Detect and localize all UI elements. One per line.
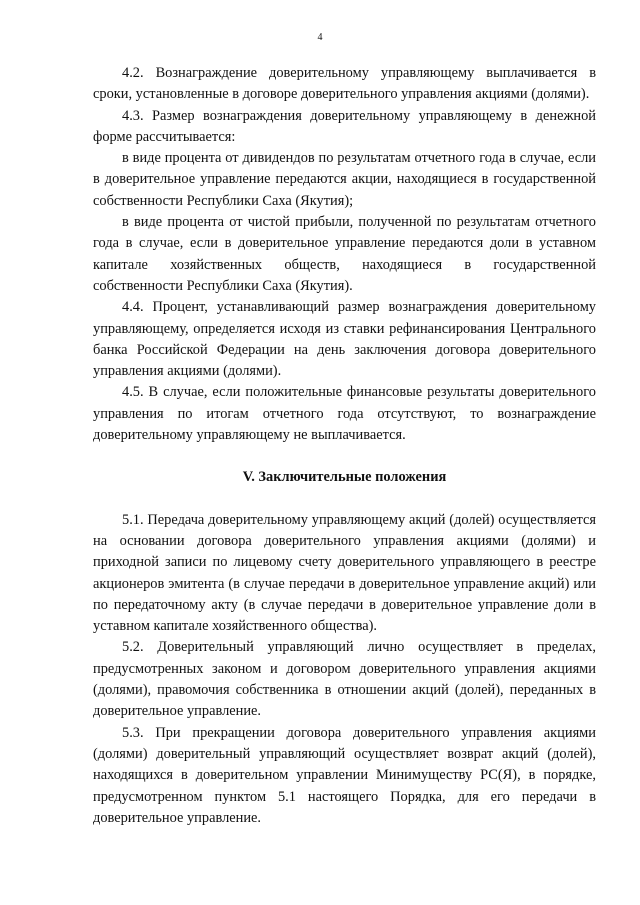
paragraph-4-3-dividends: в виде процента от дивидендов по результатам отчетного года в случае, если в доверительное управление передаются акции, находящиеся в государственной собственности Республики Саха (Якутия); (93, 150, 596, 209)
section-heading: V. Заключительные положения (242, 469, 447, 486)
paragraph-4-5: 4.5. В случае, если положительные финансовые результаты доверительного управления по итогам отчетного года отсутствуют, то вознаграждение доверительному управляющему не выплачивается. (93, 384, 596, 444)
page-number: 4 (317, 32, 323, 43)
paragraph-4-4: 4.4. Процент, устанавливающий размер вознаграждения доверительному управляющему, определяется исходя из ставки рефинансирования Центрального банка Российской Федерации на день заключения договора доверительного управления акциями (долями). (93, 299, 596, 380)
paragraph-4-3: 4.3. Размер вознаграждения доверительному управляющему в денежной форме рассчитывается: (93, 107, 596, 145)
paragraph-5-3: 5.3. При прекращении договора доверительного управления акциями (долями) доверительный управляющий осуществляет возврат акций (долей), находящихся в доверительном управлении Минимуществу РС(Я), в порядке, предусмотренном пунктом 5.1 настоящего Порядка, для его передачи в доверительное управление. (93, 724, 596, 826)
paragraph-5-2: 5.2. Доверительный управляющий лично осуществляет в пределах, предусмотренных законом и договором доверительного управления акциями (долями), правомочия собственника в отношении акций (долей), переданных в доверительное управление. (93, 639, 596, 720)
paragraph-5-1: 5.1. Передача доверительному управляющему акций (долей) осуществляется на основании договора доверительного управления акциями (долями) и приходной записи по лицевому счету доверительного управляющего в реестре акционеров эмитента (в случае передачи в доверительное управление акций) или по передаточному акту (в случае передачи в доверительное управление доли в уставном капитале хозяйственного общества). (93, 511, 596, 635)
document-body (93, 63, 596, 829)
paragraph-4-2: 4.2. Вознаграждение доверительному управляющему выплачивается в сроки, установленные в договоре доверительного управления акциями (долями). (93, 65, 596, 103)
paragraph-4-3-profit: в виде процента от чистой прибыли, полученной по результатам отчетного года в случае, если в доверительное управление передаются доли в уставном капитале хозяйственных обществ, находящиеся в государственной собственности Республики Саха (Якутия). (93, 214, 596, 294)
